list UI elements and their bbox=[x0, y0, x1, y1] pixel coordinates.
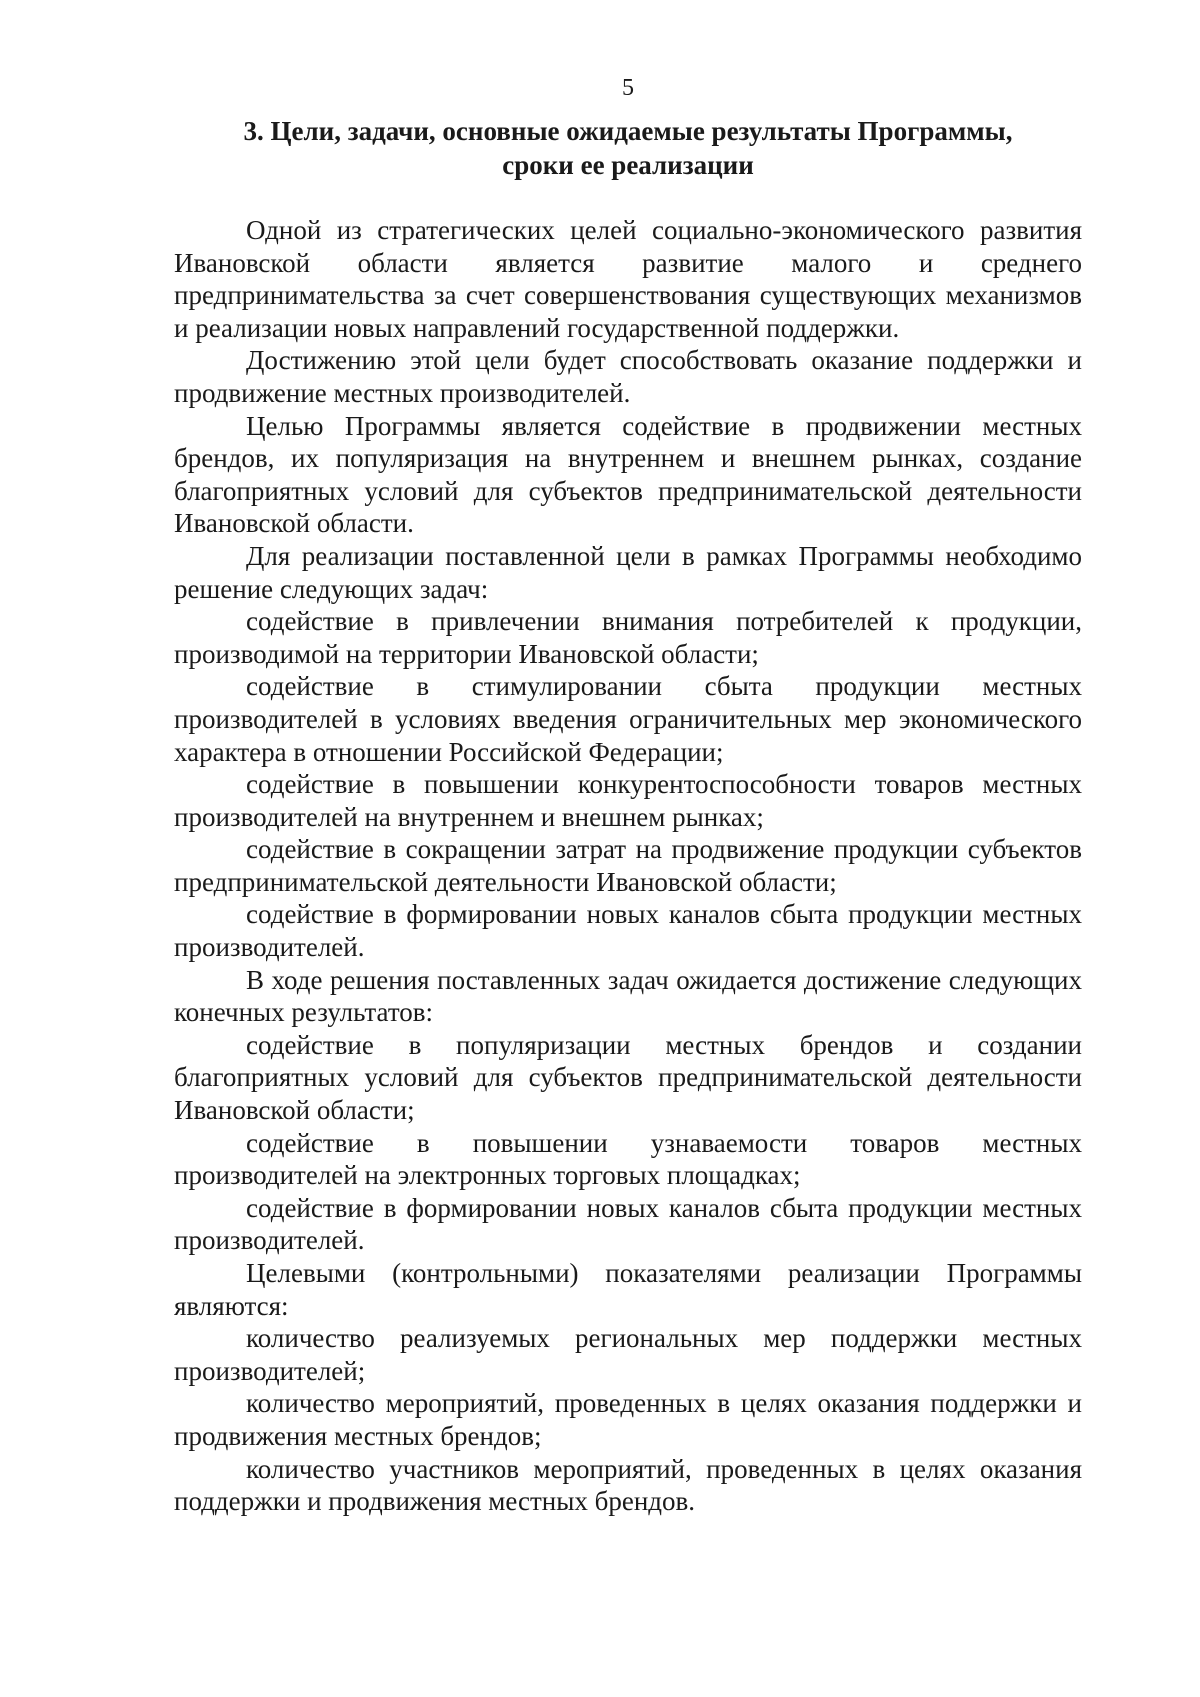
paragraph-1: Одной из стратегических целей социально-экономического развития Ивановской области является развитие малого и среднего предпринимательства за счет совершенствования существующих механизмов и реализации новых направлений государственной поддержки. bbox=[174, 215, 1082, 343]
indicator-item-2: количество мероприятий, проведенных в целях оказания поддержки и продвижения местных брендов; bbox=[174, 1388, 1082, 1451]
task-item-3: содействие в повышении конкурентоспособности товаров местных производителей на внутреннем и внешнем рынках; bbox=[174, 769, 1082, 832]
paragraph-indicators-intro: Целевыми (контрольными) показателями реализации Программы являются: bbox=[174, 1258, 1082, 1321]
section-title-line-1: 3. Цели, задачи, основные ожидаемые результаты Программы, bbox=[243, 116, 1013, 146]
page-number: 5 bbox=[622, 75, 634, 101]
task-item-4: содействие в сокращении затрат на продвижение продукции субъектов предпринимательской деятельности Ивановской области; bbox=[174, 834, 1082, 897]
task-item-2: содействие в стимулировании сбыта продукции местных производителей в условиях введения ограничительных мер экономического характера в отношении Российской Федерации; bbox=[174, 671, 1082, 767]
section-title-line-2: сроки ее реализации bbox=[502, 150, 754, 180]
body-text bbox=[174, 214, 1082, 1518]
task-item-5: содействие в формировании новых каналов сбыта продукции местных производителей. bbox=[174, 899, 1082, 963]
paragraph-3: Целью Программы является содействие в продвижении местных брендов, их популяризация на внутреннем и внешнем рынках, создание благоприятных условий для субъектов предпринимательской деятельности Ивановской области. bbox=[174, 410, 1082, 539]
indicator-item-1: количество реализуемых региональных мер поддержки местных производителей; bbox=[174, 1323, 1082, 1386]
result-item-1: содействие в популяризации местных брендов и создании благоприятных условий для субъектов предпринимательской деятельности Ивановской области; bbox=[174, 1029, 1082, 1126]
result-item-2: содействие в повышении узнаваемости товаров местных производителей на электронных торговых площадках; bbox=[174, 1127, 1082, 1191]
result-item-3: содействие в формировании новых каналов сбыта продукции местных производителей. bbox=[174, 1192, 1082, 1256]
section-title bbox=[174, 114, 1082, 182]
task-item-1: содействие в привлечении внимания потребителей к продукции, производимой на территории Ивановской области; bbox=[174, 606, 1082, 669]
indicator-item-3: количество участников мероприятий, проведенных в целях оказания поддержки и продвижения местных брендов. bbox=[174, 1453, 1082, 1517]
paragraph-results-intro: В ходе решения поставленных задач ожидается достижение следующих конечных результатов: bbox=[174, 964, 1082, 1028]
paragraph-4: Для реализации поставленной цели в рамках Программы необходимо решение следующих задач: bbox=[174, 540, 1082, 604]
paragraph-2: Достижению этой цели будет способствовать оказание поддержки и продвижение местных производителей. bbox=[174, 345, 1082, 408]
document-page bbox=[174, 0, 1082, 1697]
